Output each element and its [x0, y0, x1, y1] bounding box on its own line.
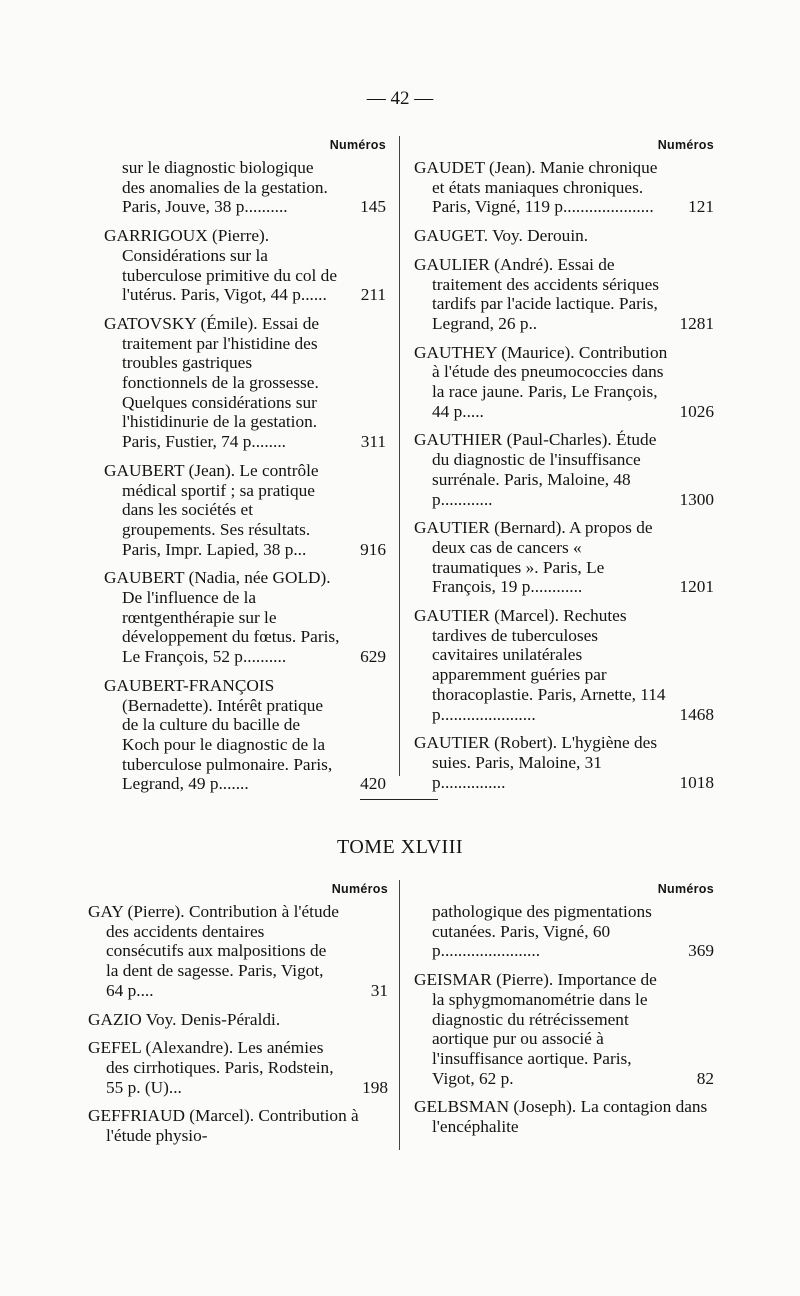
top-left-column	[104, 136, 386, 803]
column-divider-top	[399, 136, 400, 776]
entry-text: GAUTHIER (Paul-Charles). Étude du diagnostic de l'insuffisance surrénale. Paris, Maloine, 48 p............	[414, 430, 657, 509]
index-entry	[414, 733, 714, 792]
entry-number: 1201	[679, 577, 714, 597]
entry-text: GAUBERT-FRANÇOIS (Bernadette). Intérêt pratique de la culture du bacille de Koch pour le diagnostic de la tuberculose pulmonaire. Paris, Legrand, 49 p.......	[104, 675, 333, 794]
column-header: Numéros	[657, 882, 714, 896]
entry-number: 1300	[679, 489, 714, 509]
index-entry	[104, 568, 386, 667]
entry-text: GEFFRIAUD (Marcel). Contribution à l'étude physio-	[88, 1106, 359, 1146]
entry-text: GEISMAR (Pierre). Importance de la sphygmomanométrie dans le diagnostic du rétrécissement aortique pur ou associé à l'insuffisance aortique. Paris, Vigot, 62 p.	[414, 970, 657, 1088]
index-entry	[414, 430, 714, 509]
entry-text: GATOVSKY (Émile). Essai de traitement par l'histidine des troubles gastriques fonctionnels de la grossesse. Quelques considérations sur l'histidinurie de la gestation. Paris, Fustier, 74 p........	[104, 313, 320, 452]
entry-number: 198	[362, 1077, 388, 1097]
index-entry	[88, 1106, 388, 1145]
entry-text: GAUBERT (Jean). Le contrôle médical sportif ; sa pratique dans les sociétés et groupements. Ses résultats. Paris, Impr. Lapied, 38 p...	[104, 460, 319, 559]
index-entry	[88, 1010, 388, 1030]
entry-text: GAUTIER (Robert). L'hygiène des suies. Paris, Maloine, 31 p...............	[414, 733, 658, 792]
index-entry	[104, 676, 386, 794]
index-entry	[104, 314, 386, 452]
index-entry	[104, 158, 386, 217]
entry-text: GAUTHEY (Maurice). Contribution à l'étude des pneumococcies dans la race jaune. Paris, Le François, 44 p.....	[414, 342, 668, 421]
column-header: Numéros	[331, 882, 388, 896]
tome-title: TOME XLVIII	[336, 836, 464, 858]
entry-text: GAUTIER (Marcel). Rechutes tardives de tuberculoses cavitaires unilatérales apparemment guéries par thoracoplastie. Paris, Arnette, 114 p......................	[414, 606, 666, 724]
entry-text: GAUBERT (Nadia, née GOLD). De l'influence de la rœntgenthérapie sur le développement du fœtus. Paris, Le François, 52 p..........	[104, 568, 340, 667]
entry-number: 145	[360, 197, 386, 217]
top-right-column	[414, 136, 714, 801]
column-header: Numéros	[657, 138, 714, 152]
index-entry	[414, 606, 714, 724]
entry-number: 1018	[679, 772, 714, 792]
index-entry	[88, 1038, 388, 1097]
entry-number: 82	[696, 1068, 714, 1088]
entry-number: 369	[688, 941, 714, 961]
column-header: Numéros	[329, 138, 386, 152]
bottom-left-column	[88, 880, 388, 1155]
index-entry	[104, 226, 386, 305]
entry-number: 211	[360, 285, 386, 305]
entry-text: GAULIER (André). Essai de traitement des accidents sériques tardifs par l'acide lactique. Paris, Legrand, 26 p..	[414, 254, 659, 333]
entry-text: GARRIGOUX (Pierre). Considérations sur la tuberculose primitive du col de l'utérus. Paris, Vigot, 44 p......	[104, 226, 337, 305]
entry-text: GAY (Pierre). Contribution à l'étude des accidents dentaires consécutifs aux malpositions de la dent de sagesse. Paris, Vigot, 64 p....	[88, 902, 339, 1000]
entry-text: sur le diagnostic biologique des anomalies de la gestation. Paris, Jouve, 38 p..........	[122, 158, 328, 217]
index-entry	[414, 343, 714, 422]
index-entry	[414, 902, 714, 961]
entry-number: 31	[370, 980, 388, 1000]
entry-number: 1281	[679, 313, 714, 333]
entry-text: GAUTIER (Bernard). A propos de deux cas de cancers « traumatiques ». Paris, Le François, 19 p............	[414, 518, 653, 597]
entry-text: GAZIO Voy. Denis-Péraldi.	[88, 1009, 281, 1029]
entry-number: 121	[688, 197, 714, 217]
entry-text: GAUDET (Jean). Manie chronique et états maniaques chroniques. Paris, Vigné, 119 p.....................	[414, 158, 658, 217]
section-rule	[360, 799, 438, 800]
index-entry	[104, 461, 386, 560]
index-entry	[414, 518, 714, 597]
index-entry	[414, 158, 714, 217]
entry-text: GAUGET. Voy. Derouin.	[414, 226, 589, 246]
entry-number: 629	[360, 647, 386, 667]
index-entry	[414, 970, 714, 1088]
entry-text: GELBSMAN (Joseph). La contagion dans l'encéphalite	[414, 1097, 708, 1137]
index-entry	[414, 1097, 714, 1136]
entry-number: 311	[360, 432, 386, 452]
index-entry	[414, 226, 714, 246]
entry-number: 1468	[679, 704, 714, 724]
page-number: — 42 —	[366, 88, 434, 109]
entry-text: pathologique des pigmentations cutanées. Paris, Vigné, 60 p.......................	[432, 902, 652, 961]
entry-number: 916	[360, 539, 386, 559]
index-entry	[414, 255, 714, 334]
bottom-right-column	[414, 880, 714, 1146]
entry-number: 1026	[679, 401, 714, 421]
column-divider-bottom	[399, 880, 400, 1150]
entry-number: 420	[360, 774, 386, 794]
index-entry	[88, 902, 388, 1001]
entry-text: GEFEL (Alexandre). Les anémies des cirrhotiques. Paris, Rodstein, 55 p. (U)...	[88, 1038, 334, 1097]
